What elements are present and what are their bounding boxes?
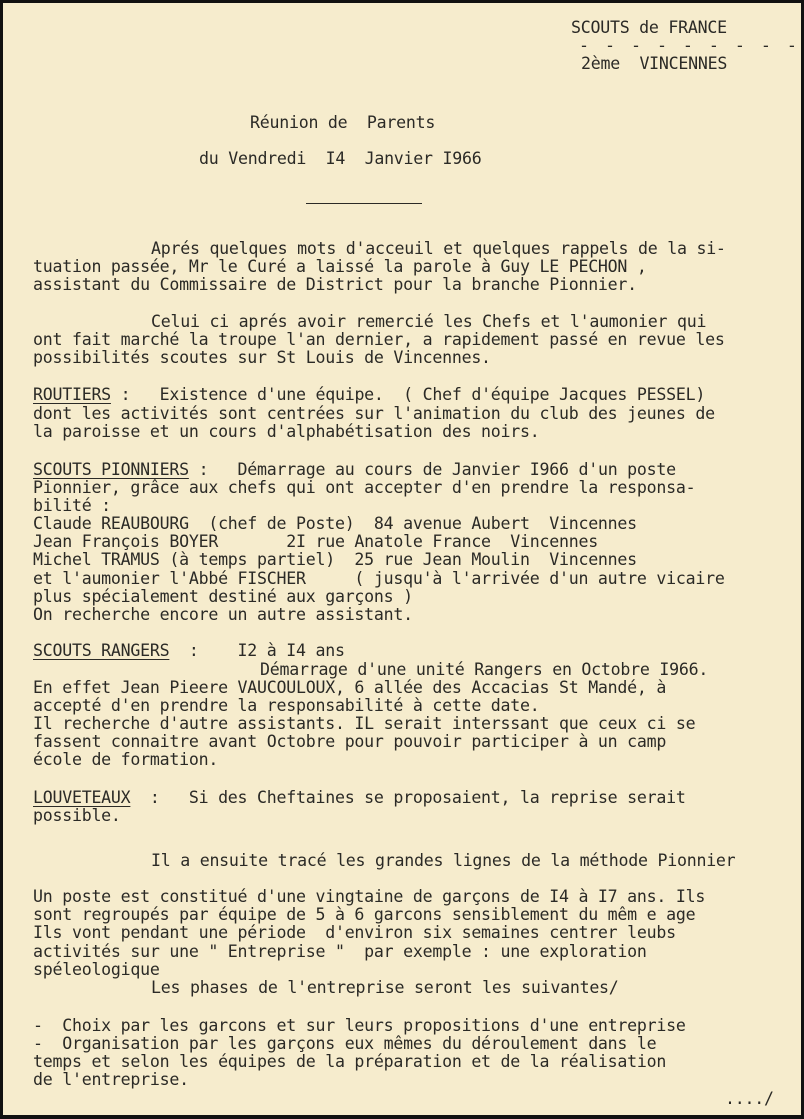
louveteaux-line-2: possible. bbox=[33, 806, 121, 825]
louveteaux-first-line: : Si des Cheftaines se proposaient, la reprise serait bbox=[130, 788, 686, 807]
title-line-1: Réunion de Parents bbox=[250, 113, 436, 132]
pionniers-first-line: : Démarrage au cours de Janvier I966 d'un poste bbox=[188, 460, 676, 479]
para2-line-1: Celui ci aprés avoir remercié les Chefs et l'aumonier qui bbox=[151, 312, 707, 331]
routiers-first-line: : Existence d'une équipe. ( Chef d'équipe Jacques PESSEL) bbox=[110, 385, 706, 404]
rangers-first-line: : I2 à I4 ans bbox=[169, 641, 345, 660]
rangers-heading: SCOUTS RANGERS bbox=[33, 641, 170, 660]
bullet-line: - Organisation par les garçons eux mêmes du déroulement dans le bbox=[33, 1034, 657, 1053]
pionniers-line: Pionnier, grâce aux chefs qui ont accepter d'en prendre la responsa- bbox=[33, 478, 696, 497]
rangers-line: fassent connaitre avant Octobre pour pouvoir participer à un camp bbox=[33, 732, 667, 751]
poste-line: Un poste est constitué d'une vingtaine de garçons de I4 à I7 ans. Ils bbox=[33, 887, 706, 906]
routiers-section bbox=[33, 386, 705, 403]
poste-line: sont regroupés par équipe de 5 à 6 garcons sensiblement du mêm e age bbox=[33, 905, 696, 924]
continuation-mark: ..../ bbox=[725, 1089, 774, 1108]
intro-line-3: assistant du Commissaire de District pour la branche Pionnier. bbox=[33, 275, 637, 294]
pionniers-line: bilité : bbox=[33, 496, 111, 515]
bullet-line: de l'entreprise. bbox=[33, 1070, 189, 1089]
pionniers-line: On recherche encore un autre assistant. bbox=[33, 605, 413, 624]
methode-line: Il a ensuite tracé les grandes lignes de la méthode Pionnier bbox=[151, 851, 736, 870]
bullet-line: - Choix par les garcons et sur leurs propositions d'une entreprise bbox=[33, 1016, 686, 1035]
title-line-2: du Vendredi I4 Janvier I966 bbox=[199, 149, 482, 168]
bullet-line: temps et selon les équipes de la préparation et de la réalisation bbox=[33, 1052, 667, 1071]
group-name: 2ème VINCENNES bbox=[581, 54, 728, 73]
louveteaux-section bbox=[33, 789, 686, 806]
rangers-line: Il recherche d'autre assistants. IL serait interssant que ceux ci se bbox=[33, 714, 696, 733]
rangers-line: En effet Jean Pieere VAUCOULOUX, 6 allée des Accacias St Mandé, à bbox=[33, 678, 667, 697]
rangers-line-2: Démarrage d'une unité Rangers en Octobre I966. bbox=[260, 660, 709, 679]
intro-line-1: Aprés quelques mots d'acceuil et quelques rappels de la si- bbox=[151, 239, 726, 258]
para2-line-2: ont fait marché la troupe l'an dernier, a rapidement passé en revue les bbox=[33, 330, 725, 349]
poste-line: activités sur une " Entreprise " par exemple : une exploration bbox=[33, 942, 647, 961]
rangers-section bbox=[33, 642, 345, 659]
rangers-line: accepté d'en prendre la responsabilité à cette date. bbox=[33, 696, 540, 715]
pionniers-line: et l'aumonier l'Abbé FISCHER ( jusqu'à l'arrivée d'un autre vicaire bbox=[33, 569, 725, 588]
para2-line-3: possibilités scoutes sur St Louis de Vincennes. bbox=[33, 348, 491, 367]
pionniers-line: Claude REAUBOURG (chef de Poste) 84 avenue Aubert Vincennes bbox=[33, 514, 637, 533]
poste-line: Ils vont pendant une période d'environ six semaines centrer leubs bbox=[33, 923, 676, 942]
title-divider bbox=[306, 203, 422, 204]
poste-line: spéleologique bbox=[33, 960, 160, 979]
routiers-line-2: dont les activités sont centrées sur l'animation du club des jeunes de bbox=[33, 404, 715, 423]
phases-line: Les phases de l'entreprise seront les suivantes/ bbox=[151, 978, 619, 997]
pionniers-heading: SCOUTS PIONNIERS bbox=[33, 460, 189, 479]
org-name: SCOUTS de FRANCE bbox=[571, 18, 727, 37]
pionniers-line: plus spécialement destiné aux garçons ) bbox=[33, 587, 413, 606]
intro-line-2: tuation passée, Mr le Curé a laissé la parole à Guy LE PECHON , bbox=[33, 257, 647, 276]
routiers-line-3: la paroisse et un cours d'alphabétisation des noirs. bbox=[33, 422, 540, 441]
rangers-line: école de formation. bbox=[33, 750, 219, 769]
pionniers-line: Michel TRAMUS (à temps partiel) 25 rue Jean Moulin Vincennes bbox=[33, 550, 637, 569]
pionniers-line: Jean François BOYER 2I rue Anatole France Vincennes bbox=[33, 532, 598, 551]
pionniers-section bbox=[33, 461, 676, 478]
routiers-heading: ROUTIERS bbox=[33, 385, 111, 404]
louveteaux-heading: LOUVETEAUX bbox=[33, 788, 131, 807]
header-dashes: - - - - - - - - - bbox=[579, 36, 800, 55]
